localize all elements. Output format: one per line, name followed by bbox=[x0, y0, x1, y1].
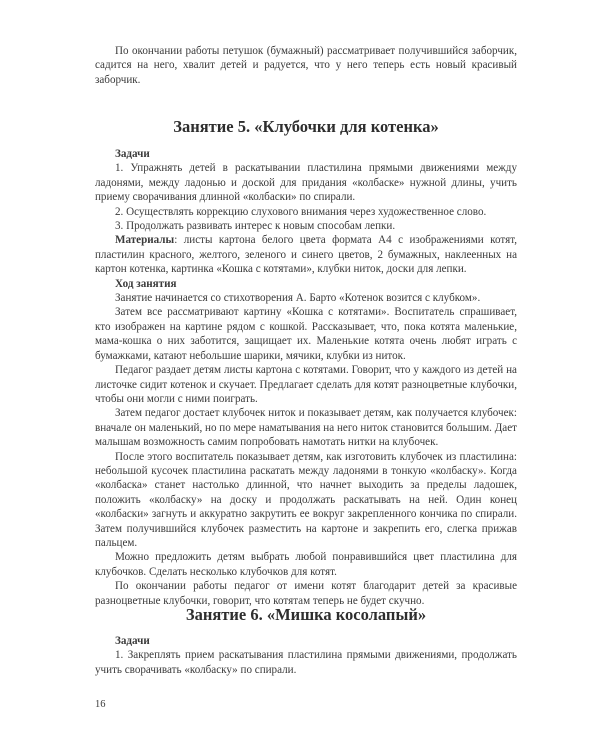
lesson5-paragraph: По окончании работы педагог от имени котят благодарит детей за красивые разноцветные клубочки, говорит, что котятам теперь не будет скучно. bbox=[95, 580, 517, 607]
lesson5-course-heading: Ход занятия bbox=[115, 277, 177, 290]
lesson5-paragraph: Педагог раздает детям листы картона с котятами. Говорит, что у каждого из детей на листочке сидит котенок и скучает. Предлагает сделать для котят разноцветные клубочки, чтобы они могли с ними поиграть. bbox=[95, 364, 517, 405]
lesson5-task-3: 3. Продолжать развивать интерес к новым способам лепки. bbox=[115, 220, 396, 233]
intro-paragraph: По окончании работы петушок (бумажный) рассматривает получившийся заборчик, садится на него, хвалит детей и радуется, что у него теперь есть новый красивый заборчик. bbox=[95, 45, 517, 86]
lesson5-paragraph: Затем все рассматривают картину «Кошка с котятами». Воспитатель спрашивает, кто изображен на картине рядом с кошкой. Рассказывает, что, пока котята маленькие, мама-кошка о них заботится, защищает их. Маленькие котята очень любят играть с бумажками, катают небольшие шарики, мячики, клубки из ниток. bbox=[95, 306, 517, 362]
lesson5-task-1: 1. Упражнять детей в раскатывании пластилина прямыми движениями между ладонями, между ладонью и доской для придания «колбаске» нужной длины, учить приему сворачивания длинной «колбаски» по спирали. bbox=[95, 162, 517, 204]
lesson5-body bbox=[95, 147, 517, 608]
lesson5-paragraph: Занятие начинается со стихотворения А. Барто «Котенок возится с клубком». bbox=[115, 292, 481, 305]
lesson5-tasks-heading: Задачи bbox=[115, 148, 150, 160]
lesson5-paragraph: После этого воспитатель показывает детям, как изготовить клубочек из пластилина: небольшой кусочек пластилина раскатать между ладонями в тонкую «колбаску». Когда «колбаска» станет настолько длинной, что начнет выходить за пределы ладошек, положить «колбаску» на доску и продолжать раскатывать на ней. Один конец «колбаски» загнуть и аккуратно закрутить ее вокруг закрепленного кончика по спирали. Затем получившийся клубочек разместить на картоне и закрепить его, слегка прижав пальцем. bbox=[95, 450, 517, 549]
lesson6-task-1: 1. Закреплять прием раскатывания пластилина прямыми движениями, продолжать учить сворачивать «колбаску» по спирали. bbox=[95, 649, 517, 676]
lesson6-body bbox=[95, 634, 517, 677]
page-number: 16 bbox=[95, 699, 106, 710]
lesson5-task-2: 2. Осуществлять коррекцию слухового внимания через художественное слово. bbox=[115, 205, 487, 218]
lesson6-tasks-heading: Задачи bbox=[115, 635, 150, 647]
lesson5-paragraph: Затем педагог достает клубочек ниток и показывает детям, как получается клубочек: вначале он маленький, но по мере наматывания на него ниток становится большим. Дает малышам возможность самим попробовать намотать нитки на клубочек. bbox=[95, 407, 517, 449]
lesson6-title: Занятие 6. «Мишка косолапый» bbox=[185, 605, 427, 624]
lesson5-materials bbox=[95, 233, 517, 276]
materials-label: Материалы bbox=[115, 234, 175, 247]
materials-text: : листы картона белого цвета формата А4 с изображениями котят, пластилин красного, желтого, зеленого и синего цветов, 2 бумажных, наклеенных на картон котенка, картинка «Кошка с котятами», клубки ниток, доски для лепки. bbox=[95, 234, 517, 276]
lesson5-title: Занятие 5. «Клубочки для котенка» bbox=[173, 117, 439, 136]
lesson5-paragraph: Можно предложить детям выбрать любой понравившийся цвет пластилина для клубочков. Сделать несколько клубочков для котят. bbox=[95, 551, 517, 578]
